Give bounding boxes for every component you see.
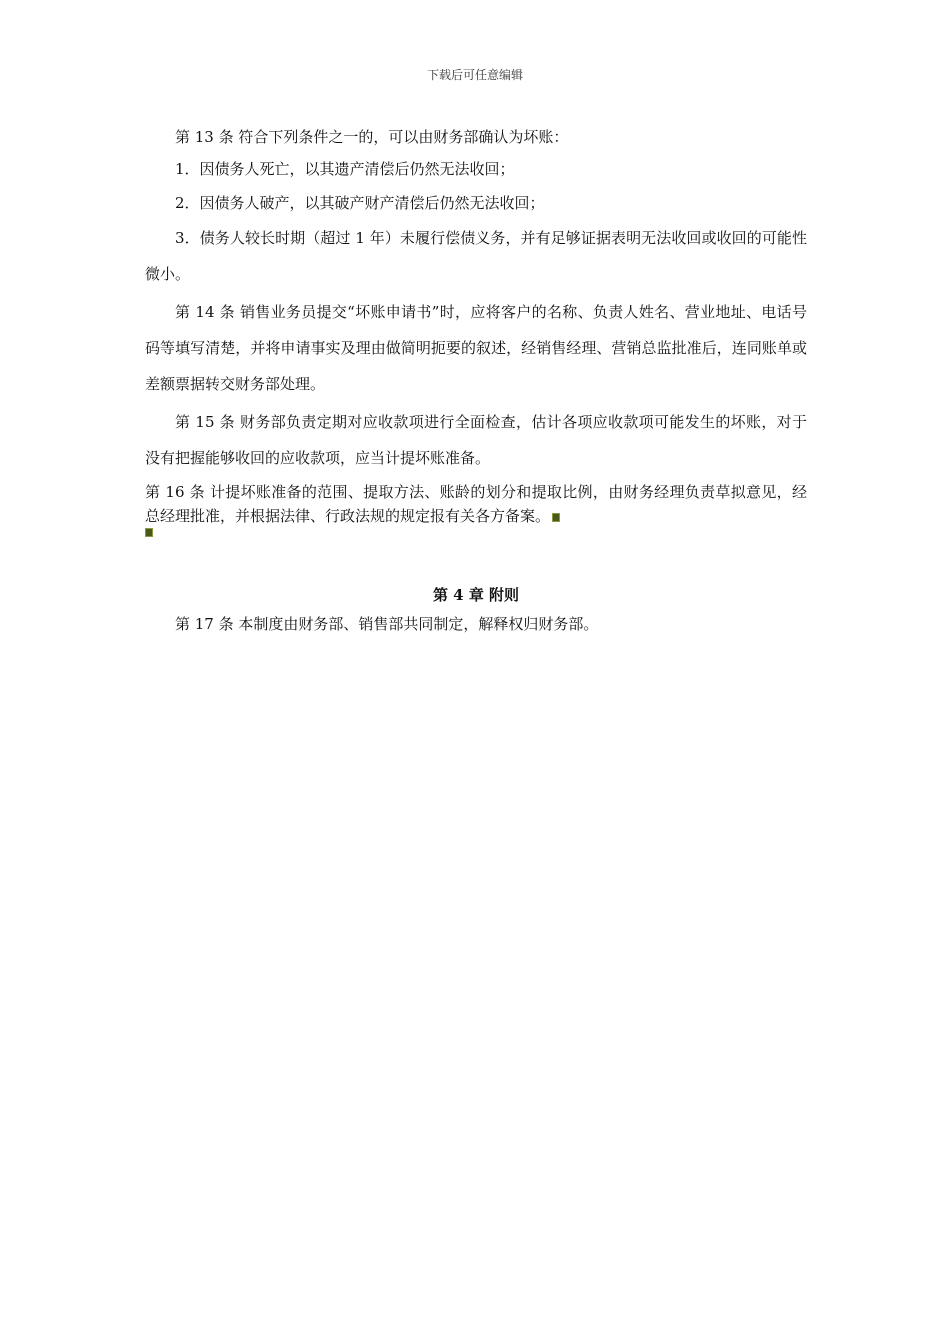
article-16 — [145, 480, 807, 528]
document-body — [145, 122, 807, 639]
paragraph-marker-icon — [552, 513, 560, 522]
page-header-text: 下载后可任意编辑 — [426, 68, 523, 82]
chapter-4-title: 第 4 章 附则 — [432, 586, 520, 604]
article-13: 第 13 条 符合下列条件之一的，可以由财务部确认为坏账： — [175, 128, 569, 146]
list-item-1: 1．因债务人死亡，以其遗产清偿后仍然无法收回； — [175, 160, 515, 178]
list-item-3: 3．债务人较长时期（超过 1 年）未履行偿债义务，并有足够证据表明无法收回或收回的可能性微小。 — [145, 229, 807, 283]
list-item-2: 2．因债务人破产，以其破产财产清偿后仍然无法收回； — [175, 194, 545, 212]
article-16-text: 第 16 条 计提坏账准备的范围、提取方法、账龄的划分和提取比例，由财务经理负责草拟意见，经总经理批准，并根据法律、行政法规的规定报有关各方备案。 — [145, 483, 807, 525]
article-14: 第 14 条 销售业务员提交“坏账申请书”时，应将客户的名称、负责人姓名、营业地址、电话号码等填写清楚，并将申请事实及理由做简明扼要的叙述，经销售经理、营销总监批准后，连同账单或差额票据转交财务部处理。 — [145, 303, 807, 393]
section-marker-icon — [145, 528, 153, 537]
article-15: 第 15 条 财务部负责定期对应收款项进行全面检查，估计各项应收款项可能发生的坏账，对于没有把握能够收回的应收款项，应当计提坏账准备。 — [145, 413, 807, 467]
article-17: 第 17 条 本制度由财务部、销售部共同制定，解释权归财务部。 — [175, 615, 599, 633]
